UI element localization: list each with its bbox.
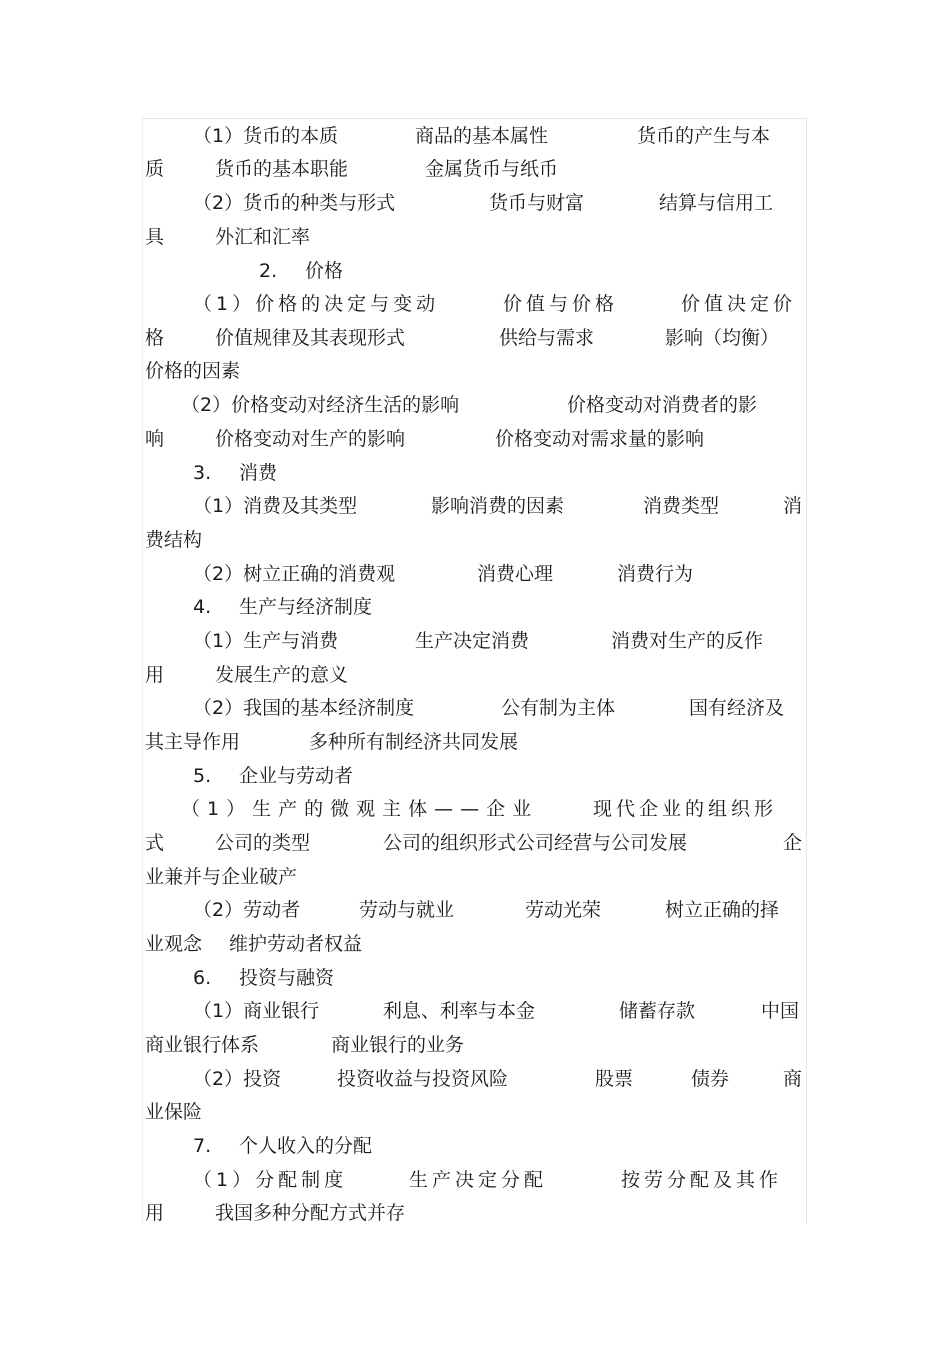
text-segment: 商 [783,1068,803,1090]
text-segment: 响 [145,428,165,450]
text-segment: 货币的基本职能 [215,158,349,180]
text-segment: 劳动与就业 [359,899,455,921]
section-title: 个人收入的分配 [239,1135,373,1157]
text-line [143,792,806,826]
text-segment: （1）分配制度 [193,1169,348,1191]
text-segment: 金属货币与纸币 [425,158,559,180]
text-segment: 维护劳动者权益 [229,933,363,955]
text-segment: 中国 [761,1000,800,1022]
text-segment: （1）生产的微观主体——企业 [181,798,539,820]
text-segment: 价格的因素 [145,360,241,382]
text-segment: （1）生产与消费 [193,630,339,652]
text-segment: 企 [783,832,803,854]
text-segment: 供给与需求 [499,327,595,349]
text-segment: 储蓄存款 [619,1000,696,1022]
text-segment: 用 [145,664,165,686]
text-segment: 业观念 [145,933,203,955]
text-line [143,186,806,220]
text-line [143,1028,806,1062]
section-number: 3. [193,462,212,484]
text-segment: 树立正确的择 [665,899,780,921]
text-line [143,119,806,153]
text-segment: （2）树立正确的消费观 [193,563,396,585]
text-segment: 业兼并与企业破产 [145,866,298,888]
text-segment: 价值决定价 [681,293,797,315]
section-title: 消费 [239,462,278,484]
text-segment: 消费心理 [477,563,554,585]
text-segment: 国有经济及 [689,697,785,719]
text-segment: 生产决定分配 [409,1169,548,1191]
text-line [143,523,806,557]
section-number: 6. [193,967,212,989]
text-line [143,1163,806,1197]
text-segment: 影响消费的因素 [431,495,565,517]
text-segment: 影响（均衡） [665,327,780,349]
text-line [143,321,806,355]
text-segment: 债券 [691,1068,730,1090]
text-line [143,152,806,186]
text-line [143,624,806,658]
text-segment: 利息、利率与本金 [383,1000,536,1022]
text-segment: 公司的类型 [215,832,311,854]
text-segment: 价值规律及其表现形式 [215,327,406,349]
text-segment: 价值与价格 [503,293,619,315]
text-segment: 商品的基本属性 [415,125,549,147]
text-line [143,927,806,961]
text-line [143,557,806,591]
text-line [143,994,806,1028]
text-line [143,1095,806,1129]
text-segment: （1）价格的决定与变动 [193,293,440,315]
text-segment: 货币的产生与本 [637,125,771,147]
section-title: 生产与经济制度 [239,596,373,618]
text-segment: 发展生产的意义 [215,664,349,686]
text-segment: 我国多种分配方式并存 [215,1202,406,1224]
text-segment: 具 [145,226,165,248]
text-line [143,893,806,927]
text-segment: 公司的组织形式公司经营与公司发展 [383,832,688,854]
text-line [143,388,806,422]
text-segment: 用 [145,1202,165,1224]
text-line [143,220,806,254]
text-segment: 股票 [595,1068,634,1090]
text-segment: 消费类型 [643,495,720,517]
section-heading [143,1129,806,1163]
section-heading [143,961,806,995]
text-line [143,489,806,523]
text-segment: 外汇和汇率 [215,226,311,248]
text-line [143,287,806,321]
text-segment: 消费对生产的反作 [611,630,764,652]
text-line [143,658,806,692]
text-line [143,691,806,725]
text-segment: 结算与信用工 [659,192,774,214]
section-number: 7. [193,1135,212,1157]
section-number: 5. [193,765,212,787]
document-page [142,118,807,1224]
section-number: 2. [259,260,278,282]
text-segment: 生产决定消费 [415,630,530,652]
section-heading [143,456,806,490]
text-segment: （2）劳动者 [193,899,301,921]
text-line [143,826,806,860]
section-heading [143,759,806,793]
text-segment: 商业银行的业务 [331,1034,465,1056]
text-segment: 价格变动对消费者的影 [567,394,758,416]
section-heading [143,254,806,288]
text-segment: （2）价格变动对经济生活的影响 [181,394,460,416]
section-title: 企业与劳动者 [239,765,354,787]
text-segment: 商业银行体系 [145,1034,260,1056]
text-segment: 多种所有制经济共同发展 [309,731,519,753]
text-segment: 投资收益与投资风险 [337,1068,509,1090]
text-segment: 消费行为 [617,563,694,585]
text-segment: （1）货币的本质 [193,125,339,147]
text-segment: （1）消费及其类型 [193,495,358,517]
section-title: 价格 [305,260,344,282]
text-line [143,1196,806,1230]
text-segment: 公有制为主体 [501,697,616,719]
text-line [143,354,806,388]
text-segment: （2）我国的基本经济制度 [193,697,415,719]
text-segment: （2）投资 [193,1068,282,1090]
text-segment: 价格变动对需求量的影响 [495,428,705,450]
text-segment: 业保险 [145,1101,203,1123]
text-segment: （1）商业银行 [193,1000,320,1022]
text-segment: 格 [145,327,165,349]
text-segment: 现代企业的组织形 [593,798,778,820]
text-segment: 消 [783,495,803,517]
text-segment: 按劳分配及其作 [621,1169,783,1191]
text-line [143,860,806,894]
text-line [143,725,806,759]
text-line [143,1062,806,1096]
text-segment: 货币与财富 [489,192,585,214]
text-segment: 质 [145,158,165,180]
text-segment: 价格变动对生产的影响 [215,428,406,450]
section-title: 投资与融资 [239,967,335,989]
text-segment: 其主导作用 [145,731,241,753]
text-segment: 劳动光荣 [525,899,602,921]
text-segment: （2）货币的种类与形式 [193,192,396,214]
section-heading [143,590,806,624]
text-segment: 费结构 [145,529,203,551]
section-number: 4. [193,596,212,618]
text-line [143,422,806,456]
text-segment: 式 [145,832,165,854]
